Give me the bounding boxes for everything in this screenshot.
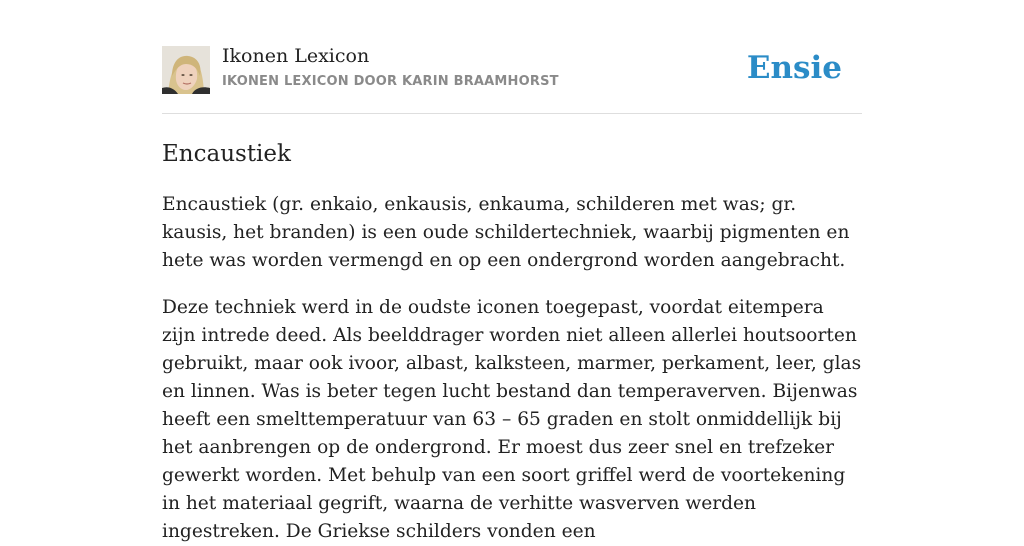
article-paragraph: Encaustiek (gr. enkaio, enkausis, enkauma, schilderen met was; gr. kausis, het branden) is een oude schildertechniek, waarbij pigmenten en hete was worden vermengd en op een ondergrond worden aangebracht. bbox=[162, 194, 850, 271]
article-title: Encaustiek bbox=[162, 141, 291, 167]
author-portrait-icon bbox=[162, 46, 210, 94]
avatar[interactable] bbox=[162, 46, 210, 94]
author-name[interactable]: Ikonen Lexicon bbox=[222, 45, 370, 67]
content-column bbox=[162, 0, 862, 546]
article-paragraph: Deze techniek werd in de oudste iconen toegepast, voordat eitempera zijn intrede deed. Als beelddrager worden niet alleen allerlei houtsoorten gebruikt, maar ook ivoor, albast, kalksteen, marmer, perkament, leer, glas en linnen. Was is beter tegen lucht bestand dan temperaverven. Bijenwas heeft een smelttemperatuur van 63 – 65 graden en stolt onmiddellijk bij het aanbrengen op de ondergrond. Er moest dus zeer snel en trefzeker gewerkt worden. Met behulp van een soort griffel werd de voortekening in het materiaal gegrift, waarna de verhitte wasverven werden ingestreken. De Griekse schilders vonden een bbox=[162, 297, 862, 542]
brand-logo[interactable]: Ensie bbox=[746, 50, 842, 86]
author-header bbox=[162, 0, 862, 114]
author-subtitle[interactable]: IKONEN LEXICON DOOR KARIN BRAAMHORST bbox=[222, 74, 559, 89]
